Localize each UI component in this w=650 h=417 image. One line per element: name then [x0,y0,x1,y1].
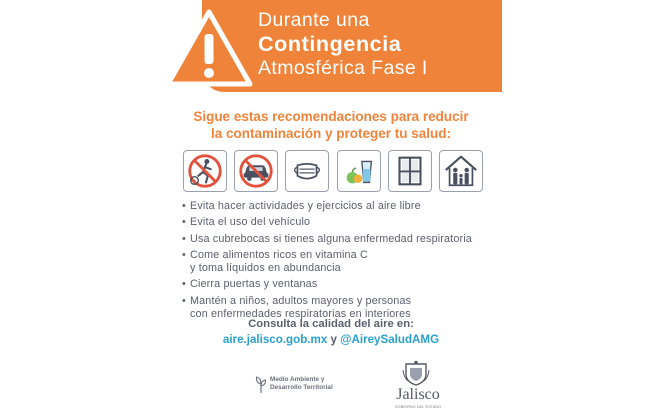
no-exercise-icon [183,150,227,192]
list-item: • Cierra puertas y ventanas [182,278,502,291]
twitter-handle-link[interactable]: @AireySaludAMG [340,333,440,346]
subtitle [160,108,502,143]
warning-icon [164,6,254,90]
closed-window-icon [388,150,432,192]
title-line-2: Contingencia [258,32,402,56]
brand-name: Jalisco [396,386,440,403]
consult-text: Consulta la calidad del aire en: [248,318,414,330]
family-home-icon [439,150,483,192]
recommendations-list [182,200,502,324]
agency-logo [255,374,375,394]
infographic-poster [160,0,502,417]
jalisco-logo [388,360,448,412]
list-item: • Come alimentos ricos en vitamina C y toma líquidos en abundancia [182,249,502,275]
consult-links [160,333,502,346]
connector-text: y [327,333,341,346]
subtitle-line-1: Sigue estas recomendaciones para reducir [193,109,469,124]
agency-name: Medio Ambiente y Desarrollo Territorial [270,376,333,391]
header [160,0,502,92]
list-item: • Evita el uso del vehículo [182,216,502,229]
fruit-water-icon [337,150,381,192]
website-link[interactable]: aire.jalisco.gob.mx [222,333,328,346]
list-item: • Mantén a niños, adultos mayores y personas con enfermedades respiratorias en interiores [182,295,502,321]
list-item: • Usa cubrebocas si tienes alguna enfermedad respiratoria [182,233,502,246]
title-line-1: Durante una [258,9,370,31]
title-line-3: Atmosférica Fase I [258,57,428,80]
sprout-icon [255,374,267,394]
coat-of-arms-icon [402,360,430,386]
subtitle-line-2: la contaminación y proteger tu salud: [210,126,452,142]
page-title [258,9,428,80]
brand-subtitle: GOBIERNO DEL ESTADO [394,405,442,409]
list-item: • Evita hacer actividades y ejercicios al aire libre [182,200,502,213]
no-car-icon [234,150,278,192]
face-mask-icon [285,150,329,192]
recommendation-icons [183,150,483,192]
